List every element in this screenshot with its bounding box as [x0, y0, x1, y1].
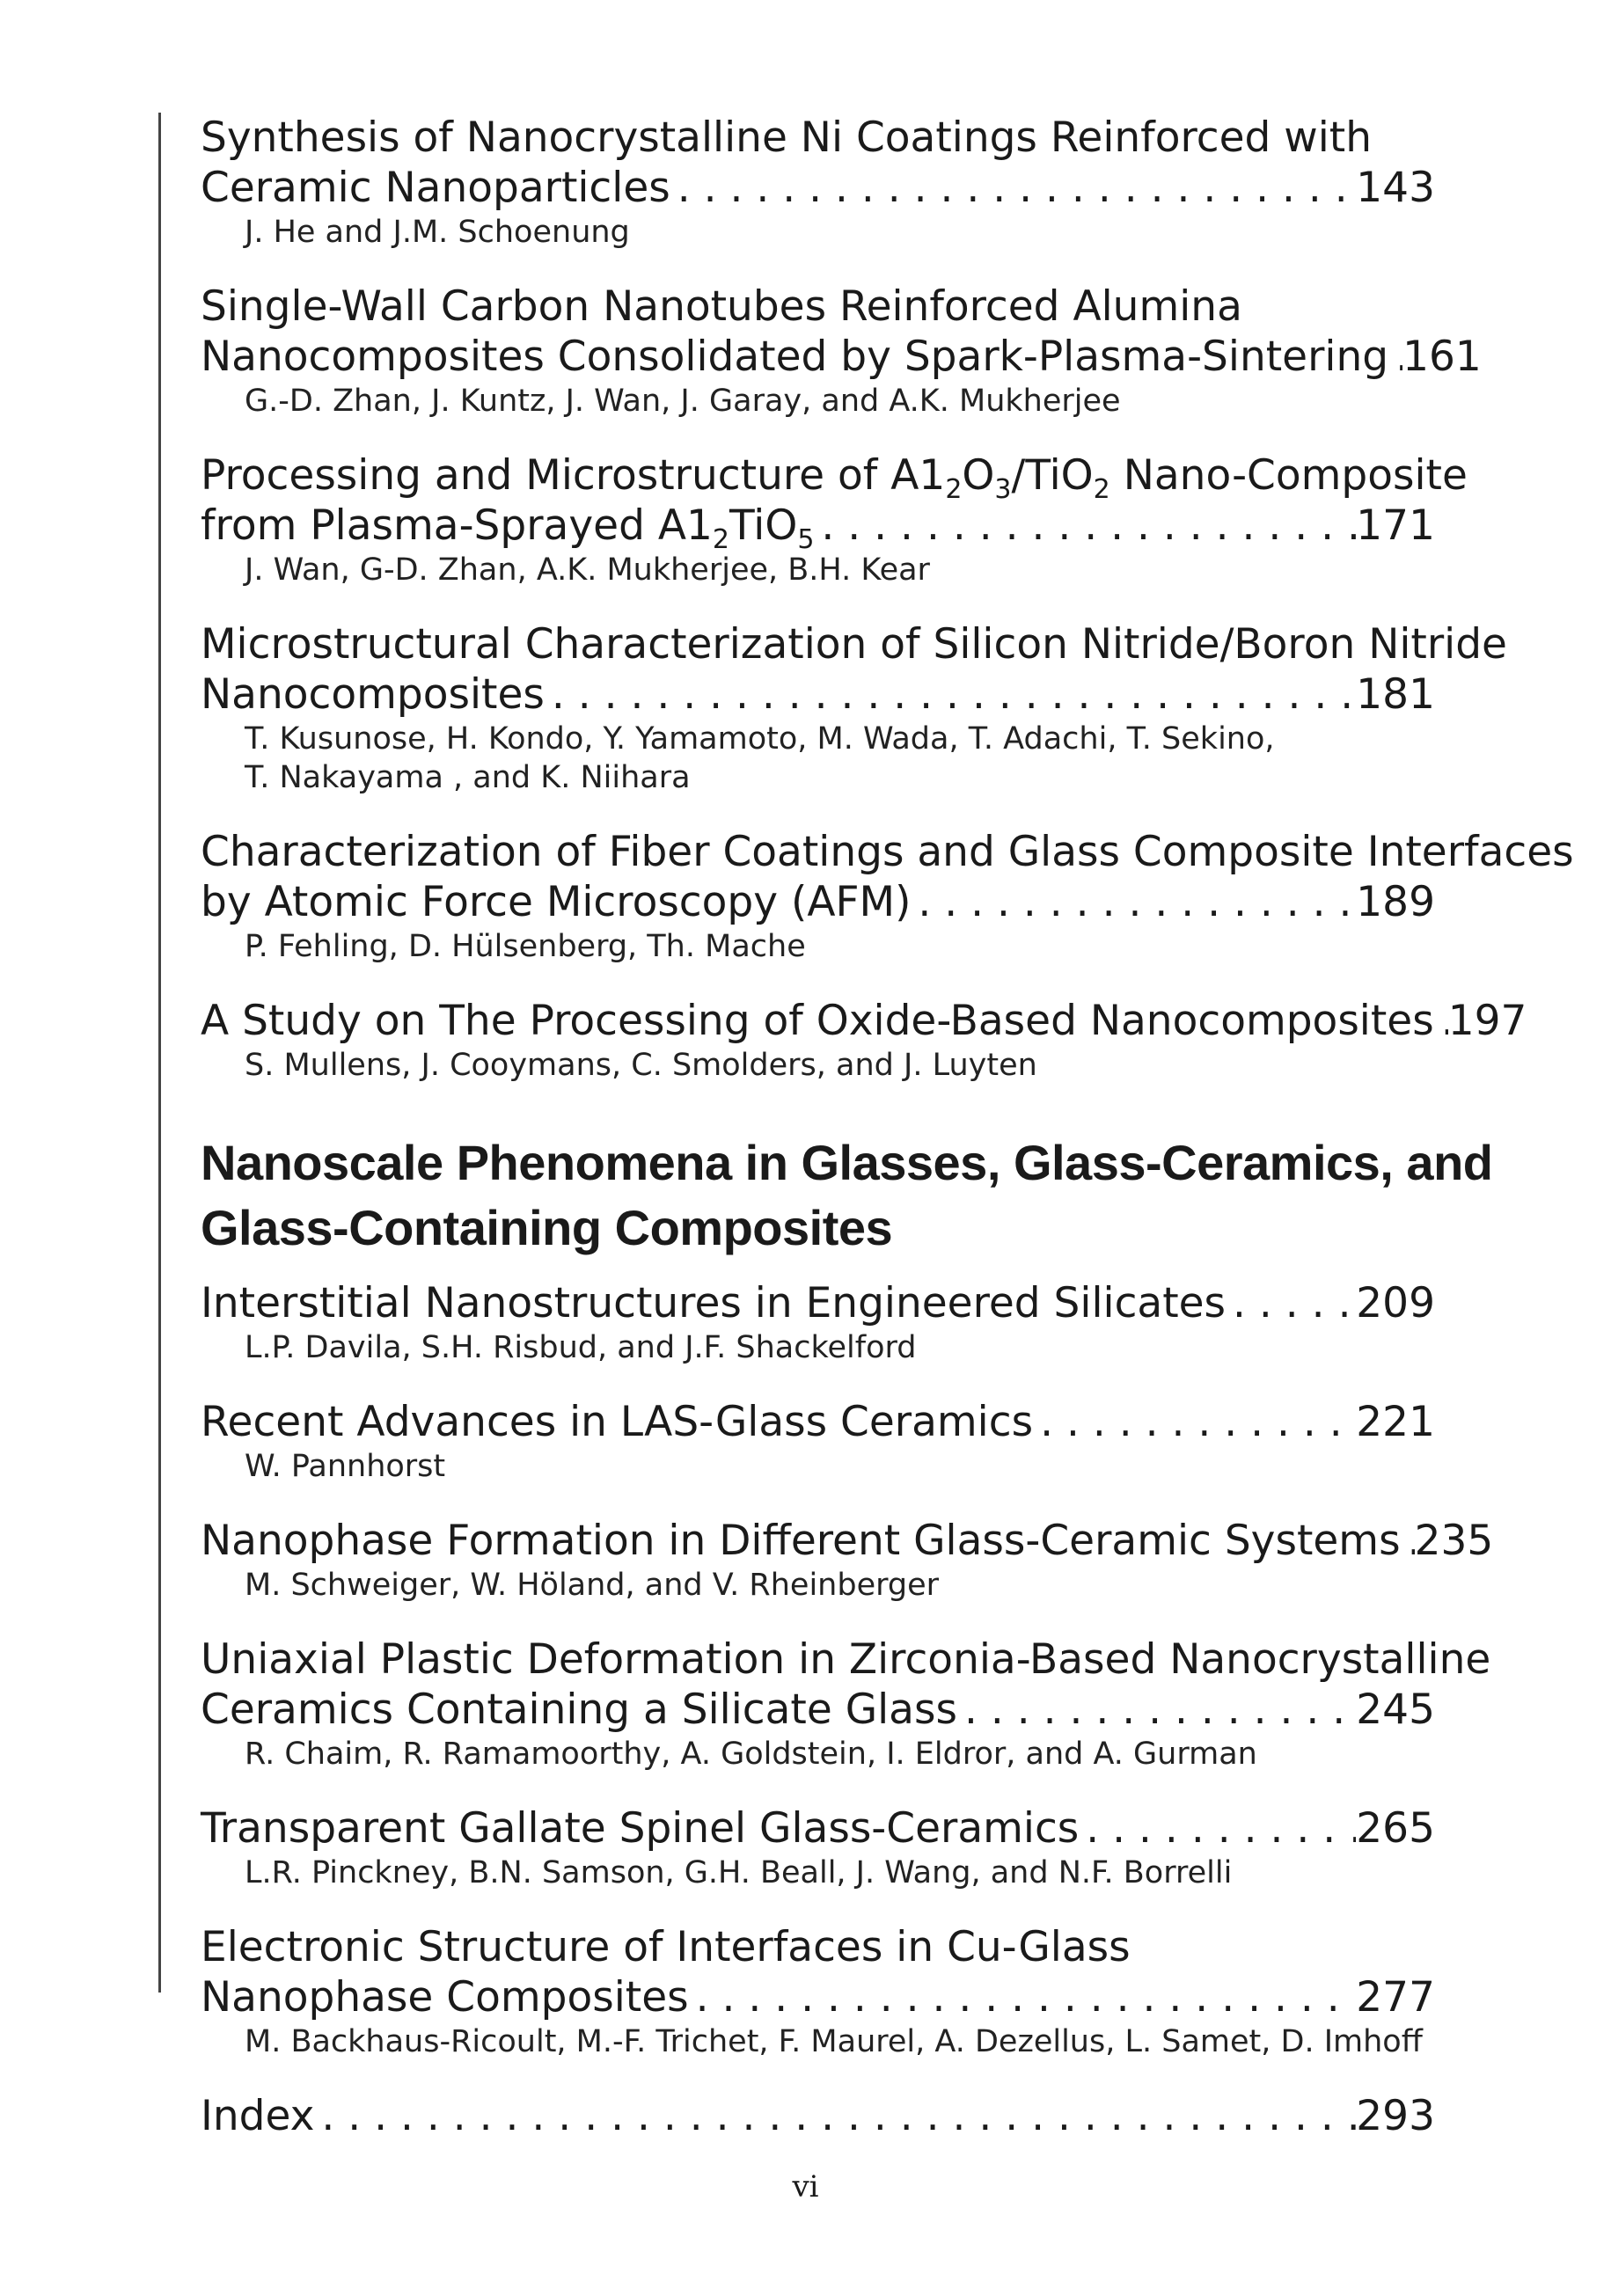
- entry-title-last-line: [201, 1516, 1494, 1566]
- toc-entry[interactable]: [201, 619, 1507, 797]
- toc-entry[interactable]: [201, 450, 1468, 589]
- entry-authors: J. Wan, G-D. Zhan, A.K. Mukherjee, B.H. Kear: [245, 552, 930, 588]
- entry-title-text: Nanocomposites Consolidated by Spark-Plasma-Sintering: [201, 333, 1389, 381]
- entry-page-number: 197: [1447, 997, 1527, 1045]
- toc-entry[interactable]: [201, 996, 1527, 1085]
- entry-title-last-line: [201, 332, 1482, 382]
- entry-title-line: Synthesis of Nanocrystalline Ni Coatings Reinforced with: [201, 113, 1373, 162]
- entry-authors: M. Backhaus-Ricoult, M.-F. Trichet, F. Maurel, A. Dezellus, L. Samet, D. Imhoff: [245, 2024, 1423, 2059]
- entry-title-text: Nanocomposites: [201, 670, 545, 719]
- entry-authors: S. Mullens, J. Cooymans, C. Smolders, and J. Luyten: [245, 1048, 1037, 1083]
- entry-page-number: 245: [1356, 1685, 1435, 1734]
- entry-authors: M. Schweiger, W. Höland, and V. Rheinberger: [245, 1568, 940, 1603]
- entry-title-last-line: [201, 501, 1435, 555]
- entry-title-last-line: [201, 1685, 1435, 1735]
- toc-entry[interactable]: [201, 113, 1435, 252]
- toc-entry[interactable]: [201, 1634, 1491, 1773]
- entry-authors: T. Kusunose, H. Kondo, Y. Yamamoto, M. Wada, T. Adachi, T. Sekino,: [245, 721, 1275, 757]
- toc-entry[interactable]: [201, 1278, 1435, 1367]
- dot-leader: [314, 2091, 1356, 2141]
- entry-title-last-line: [201, 996, 1527, 1046]
- toc-entry[interactable]: [201, 1922, 1435, 2061]
- entry-title-text: Nanophase Composites: [201, 1973, 689, 2022]
- entry-page-number: 235: [1414, 1517, 1494, 1565]
- entry-title-last-line: [201, 669, 1435, 720]
- subscript: 2: [945, 474, 963, 505]
- entry-title-last-line: [201, 1278, 1435, 1328]
- toc-entry[interactable]: [201, 282, 1482, 420]
- dot-leader: [957, 1685, 1356, 1735]
- title-text-part: O: [962, 451, 995, 500]
- entry-page-number: 181: [1356, 670, 1435, 719]
- entry-title-line: Electronic Structure of Interfaces in Cu-Glass: [201, 1923, 1131, 1971]
- entry-page-number: 277: [1356, 1973, 1435, 2022]
- dot-leader: [1434, 996, 1448, 1046]
- toc-entry[interactable]: [201, 827, 1574, 966]
- entry-authors: P. Fehling, D. Hülsenberg, Th. Mache: [245, 929, 806, 964]
- entry-title-last-line: [201, 1803, 1435, 1854]
- entry-title-text: A Study on The Processing of Oxide-Based Nanocomposites: [201, 997, 1434, 1045]
- entry-page-number: 209: [1356, 1279, 1435, 1327]
- toc-entry[interactable]: [201, 1516, 1494, 1605]
- entry-title-line: Microstructural Characterization of Silicon Nitride/Boron Nitride: [201, 620, 1507, 669]
- entry-page-number: 221: [1356, 1398, 1435, 1446]
- section-heading-line: Glass-Containing Composites: [201, 1200, 893, 1255]
- entry-page-number: 265: [1356, 1804, 1435, 1853]
- entry-title-last-line: [201, 2091, 1435, 2141]
- entry-title-text: [201, 501, 815, 555]
- subscript: 3: [994, 474, 1012, 505]
- section-heading: [201, 1130, 1493, 1261]
- index-label: Index: [201, 2092, 315, 2140]
- dot-leader: [1079, 1803, 1356, 1854]
- dot-leader: [1401, 1516, 1415, 1566]
- entry-authors: L.P. Davila, S.H. Risbud, and J.F. Shackelford: [245, 1330, 917, 1365]
- entry-authors: W. Pannhorst: [245, 1449, 446, 1484]
- entry-title-text: Transparent Gallate Spinel Glass-Ceramics: [201, 1804, 1080, 1853]
- entry-authors: L.R. Pinckney, B.N. Samson, G.H. Beall, J. Wang, and N.F. Borrelli: [245, 1855, 1233, 1890]
- toc-entry[interactable]: [201, 1397, 1435, 1486]
- subscript: 2: [712, 524, 729, 555]
- entry-authors: R. Chaim, R. Ramamoorthy, A. Goldstein, I. Eldror, and A. Gurman: [245, 1737, 1257, 1772]
- entry-title-line: Uniaxial Plastic Deformation in Zirconia-Based Nanocrystalline: [201, 1635, 1491, 1684]
- entry-page-number: 161: [1402, 333, 1482, 381]
- entry-title-text: Ceramics Containing a Silicate Glass: [201, 1685, 957, 1734]
- section-heading-line: Nanoscale Phenomena in Glasses, Glass-Ceramics, and: [201, 1135, 1493, 1190]
- entry-title-last-line: [201, 163, 1435, 213]
- entry-title-text: Recent Advances in LAS-Glass Ceramics: [201, 1398, 1034, 1446]
- entry-title-text: Nanophase Formation in Different Glass-Ceramic Systems: [201, 1517, 1401, 1565]
- dot-leader: [814, 501, 1356, 551]
- dot-leader: [1033, 1397, 1356, 1447]
- table-of-contents: [201, 113, 1574, 2141]
- subscript: 2: [1093, 474, 1110, 505]
- entry-page-number: 293: [1356, 2092, 1435, 2140]
- entry-title-last-line: [201, 877, 1435, 927]
- dot-leader: [911, 877, 1356, 927]
- title-text-part: from Plasma-Sprayed A1: [201, 501, 713, 550]
- entry-page-number: 171: [1356, 501, 1435, 550]
- entry-title-line: Single-Wall Carbon Nanotubes Reinforced Alumina: [201, 282, 1242, 331]
- margin-rule: [158, 113, 161, 1993]
- dot-leader: [545, 669, 1356, 720]
- toc-entry[interactable]: [201, 1803, 1435, 1892]
- title-text-part: /TiO: [1011, 451, 1094, 500]
- title-text-part: Processing and Microstructure of A1: [201, 451, 946, 500]
- dot-leader: [1388, 332, 1402, 382]
- entry-authors: G.-D. Zhan, J. Kuntz, J. Wan, J. Garay, and A.K. Mukherjee: [245, 384, 1121, 419]
- entry-title-line: [201, 450, 1468, 505]
- toc-entry-index[interactable]: [201, 2091, 1435, 2141]
- title-text-part: Nano-Composite: [1109, 451, 1468, 500]
- footer-page-number: vi: [792, 2169, 819, 2205]
- entry-title-text: Ceramic Nanoparticles: [201, 164, 670, 212]
- entry-page-number: 143: [1356, 164, 1435, 212]
- entry-authors: J. He and J.M. Schoenung: [245, 215, 630, 250]
- title-text-part: TiO: [729, 501, 798, 550]
- entry-page-number: 189: [1356, 878, 1435, 926]
- dot-leader: [670, 163, 1357, 213]
- entry-title-last-line: [201, 1972, 1435, 2022]
- entry-title-line: Characterization of Fiber Coatings and Glass Composite Interfaces: [201, 828, 1574, 876]
- dot-leader: [689, 1972, 1357, 2022]
- entry-authors: T. Nakayama , and K. Niihara: [245, 760, 691, 795]
- entry-title-text: by Atomic Force Microscopy (AFM): [201, 878, 912, 926]
- subscript: 5: [797, 524, 815, 555]
- dot-leader: [1226, 1278, 1356, 1328]
- entry-title-text: Interstitial Nanostructures in Engineered Silicates: [201, 1279, 1227, 1327]
- entry-title-last-line: [201, 1397, 1435, 1447]
